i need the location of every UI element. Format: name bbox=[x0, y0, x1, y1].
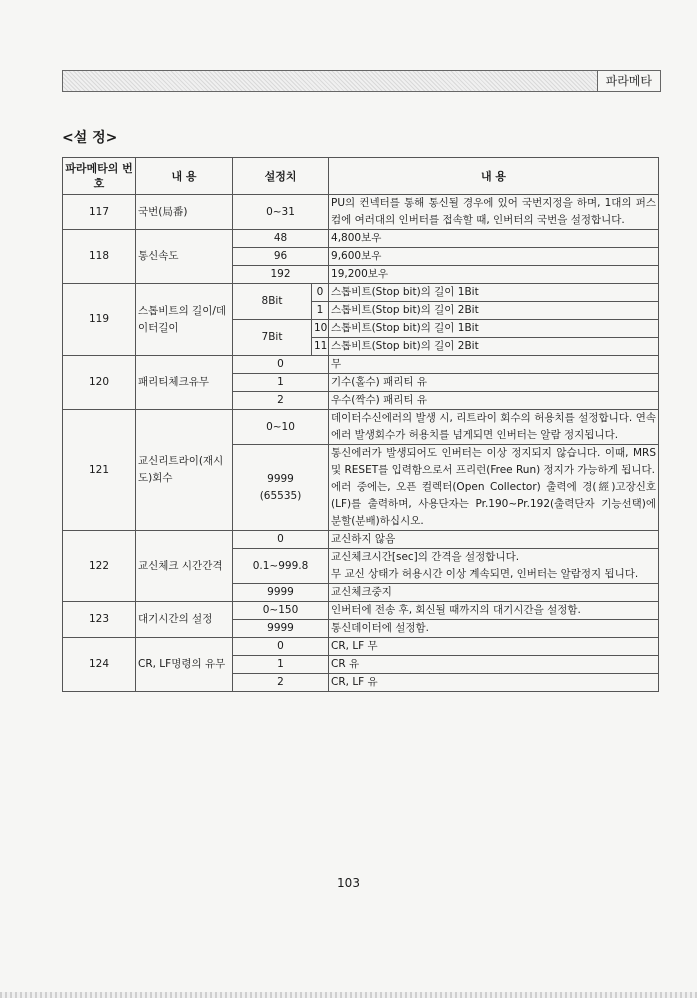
param-number: 121 bbox=[63, 410, 136, 531]
table-row bbox=[63, 195, 659, 230]
header-setting: 설정치 bbox=[233, 158, 329, 195]
param-description: 스톱비트(Stop bit)의 길이 1Bit bbox=[329, 284, 659, 302]
param-description: CR, LF 무 bbox=[329, 638, 659, 656]
param-description: 무 bbox=[329, 356, 659, 374]
param-setting: 9999 (65535) bbox=[233, 445, 329, 531]
param-setting: 0~10 bbox=[233, 410, 329, 445]
param-setting: 0~31 bbox=[233, 195, 329, 230]
param-name: 국번(局番) bbox=[136, 195, 233, 230]
param-setting-group: 8Bit bbox=[233, 284, 312, 320]
param-description: 스톱비트(Stop bit)의 길이 1Bit bbox=[329, 320, 659, 338]
param-description: CR 유 bbox=[329, 656, 659, 674]
page-number: 103 bbox=[337, 876, 360, 890]
header-number: 파라메타의 번호 bbox=[63, 158, 136, 195]
scan-edge bbox=[0, 992, 697, 998]
param-description: PU의 컨넥터를 통해 통신될 경우에 있어 국번지정을 하며, 1대의 퍼스컴에 여러대의 인버터를 접속할 때, 인버터의 국번을 설정합니다. bbox=[329, 195, 659, 230]
param-name: 패리티체크유무 bbox=[136, 356, 233, 410]
section-label: 파라메타 bbox=[597, 71, 660, 91]
param-setting: 48 bbox=[233, 230, 329, 248]
table-row bbox=[63, 410, 659, 445]
param-description: 교신하지 않음 bbox=[329, 531, 659, 549]
param-sub-setting: 1 bbox=[312, 302, 329, 320]
table-row bbox=[63, 531, 659, 549]
param-setting: 96 bbox=[233, 248, 329, 266]
parameter-table bbox=[62, 157, 659, 692]
param-setting: 9999 bbox=[233, 620, 329, 638]
header-description: 내 용 bbox=[329, 158, 659, 195]
param-name: 교신리트라이(재시도)회수 bbox=[136, 410, 233, 531]
param-number: 120 bbox=[63, 356, 136, 410]
param-description: 데이터수신에러의 발생 시, 리트라이 회수의 허용치를 설정합니다. 연속에러 발생회수가 허용치를 넘게되면 인버터는 알람 정지됩니다. bbox=[329, 410, 659, 445]
param-setting: 0~150 bbox=[233, 602, 329, 620]
param-setting: 0 bbox=[233, 531, 329, 549]
param-description: 기수(홀수) 패리티 유 bbox=[329, 374, 659, 392]
param-setting: 192 bbox=[233, 266, 329, 284]
param-setting: 0.1~999.8 bbox=[233, 549, 329, 584]
table-header-row bbox=[63, 158, 659, 195]
param-setting: 1 bbox=[233, 374, 329, 392]
header-bar bbox=[62, 70, 661, 92]
param-number: 122 bbox=[63, 531, 136, 602]
param-description: CR, LF 유 bbox=[329, 674, 659, 692]
param-setting: 0 bbox=[233, 356, 329, 374]
param-setting-group: 7Bit bbox=[233, 320, 312, 356]
param-name: 통신속도 bbox=[136, 230, 233, 284]
param-number: 119 bbox=[63, 284, 136, 356]
param-description: 스톱비트(Stop bit)의 길이 2Bit bbox=[329, 338, 659, 356]
param-setting: 9999 bbox=[233, 584, 329, 602]
param-number: 124 bbox=[63, 638, 136, 692]
param-description: 통신데이터에 설정함. bbox=[329, 620, 659, 638]
param-description: 우수(짝수) 패리티 유 bbox=[329, 392, 659, 410]
param-name: 대기시간의 설정 bbox=[136, 602, 233, 638]
param-sub-setting: 0 bbox=[312, 284, 329, 302]
table-row bbox=[63, 230, 659, 248]
param-number: 118 bbox=[63, 230, 136, 284]
param-description: 19,200보우 bbox=[329, 266, 659, 284]
param-description: 교신체크시간[sec]의 간격을 설정합니다. 무 교신 상태가 허용시간 이상 계속되면, 인버터는 알람정지 됩니다. bbox=[329, 549, 659, 584]
param-description: 인버터에 전송 후, 회신될 때까지의 대기시간을 설정함. bbox=[329, 602, 659, 620]
param-setting: 0 bbox=[233, 638, 329, 656]
header-name: 내 용 bbox=[136, 158, 233, 195]
param-name: 교신체크 시간간격 bbox=[136, 531, 233, 602]
param-description: 9,600보우 bbox=[329, 248, 659, 266]
param-description: 스톱비트(Stop bit)의 길이 2Bit bbox=[329, 302, 659, 320]
table-row bbox=[63, 602, 659, 620]
table-row bbox=[63, 356, 659, 374]
param-setting: 2 bbox=[233, 392, 329, 410]
param-name: CR, LF명령의 유무 bbox=[136, 638, 233, 692]
table-row bbox=[63, 284, 659, 302]
param-description: 통신에러가 발생되어도 인버터는 이상 정지되지 않습니다. 이때, MRS 및 RESET를 입력함으로서 프리런(Free Run) 정지가 가능하게 됩니다. 에러 중에는, 오픈 컬렉터(Open Collector) 출력에 경(經)고장신호(LF)를 출력하며, 사용단자는 Pr.190~Pr.192(출력단자 기능선택)에 분할(분배)하십시오. bbox=[329, 445, 659, 531]
table-row bbox=[63, 638, 659, 656]
section-title: <설 정> bbox=[62, 130, 118, 146]
param-name: 스톱비트의 길이/데이터길이 bbox=[136, 284, 233, 356]
param-number: 123 bbox=[63, 602, 136, 638]
param-number: 117 bbox=[63, 195, 136, 230]
param-sub-setting: 10 bbox=[312, 320, 329, 338]
param-sub-setting: 11 bbox=[312, 338, 329, 356]
param-setting: 2 bbox=[233, 674, 329, 692]
param-description: 4,800보우 bbox=[329, 230, 659, 248]
param-description: 교신체크중지 bbox=[329, 584, 659, 602]
param-setting: 1 bbox=[233, 656, 329, 674]
